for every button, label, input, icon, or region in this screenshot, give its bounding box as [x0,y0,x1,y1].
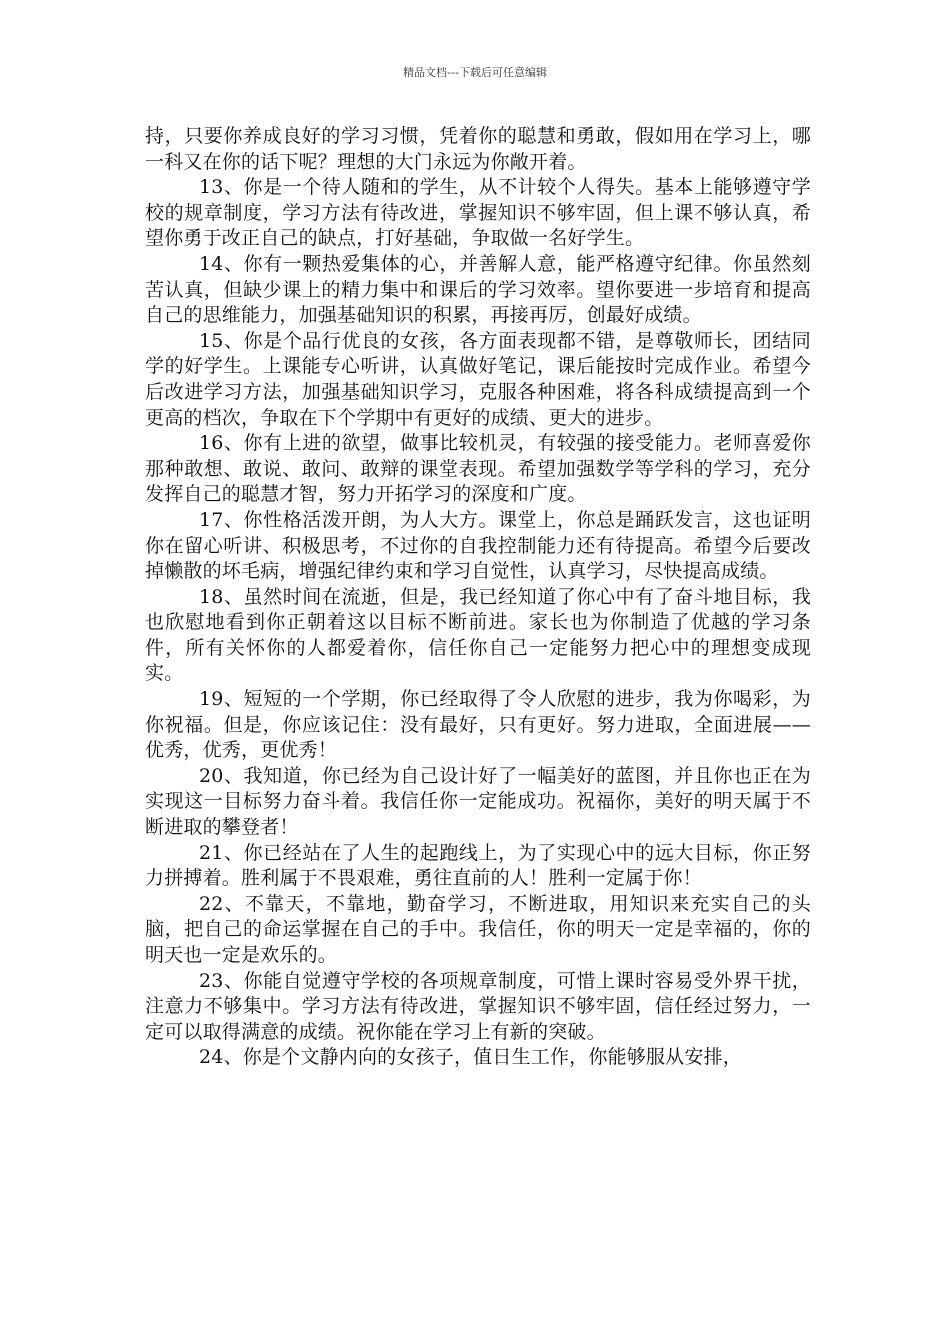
paragraph-24: 24、你是个文静内向的女孩子，值日生工作，你能够服从安排， [199,1046,742,1069]
paragraph-continuation: 持，只要你养成良好的学习习惯，凭着你的聪慧和勇敢，假如用在学习上，哪一科又在你的话下呢？理想的大门永远为你敞开着。 [145,125,811,173]
paragraph-18: 18、虽然时间在流逝，但是，我已经知道了你心中有了奋斗地目标，我也欣慰地看到你正朝着这以目标不断前进。家长也为你制造了优越的学习条件，所有关怀你的人都爱着你，信任你自己一定能努力把心中的理想变成现实。 [145,585,811,685]
document-body [145,124,811,1071]
paragraph-23: 23、你能自觉遵守学校的各项规章制度，可惜上课时容易受外界干扰，注意力不够集中。学习方法有待改进，掌握知识不够牢固，信任经过努力，一定可以取得满意的成绩。祝你能在学习上有新的突破。 [145,969,811,1043]
paragraph-19: 19、短短的一个学期，你已经取得了令人欣慰的进步，我为你喝彩，为你祝福。但是，你应该记住：没有最好，只有更好。努力进取，全面进展——优秀，优秀，更优秀！ [145,688,811,762]
paragraph-16: 16、你有上进的欲望，做事比较机灵，有较强的接受能力。老师喜爱你那种敢想、敢说、敢问、敢辩的课堂表现。希望加强数学等学科的学习，充分发挥自己的聪慧才智，努力开拓学习的深度和广度。 [145,432,811,506]
page-header: 精品文档---下载后可任意编辑 [403,66,547,79]
paragraph-17: 17、你性格活泼开朗，为人大方。课堂上，你总是踊跃发言，这也证明你在留心听讲、积极思考，不过你的自我控制能力还有待提高。希望今后要改掉懒散的坏毛病，增强纪律约束和学习自觉性，认真学习，尽快提高成绩。 [145,508,811,583]
paragraph-21: 21、你已经站在了人生的起跑线上，为了实现心中的远大目标，你正努力拼搏着。胜利属于不畏艰难，勇往直前的人！胜利一定属于你！ [145,841,811,890]
paragraph-22: 22、不靠天，不靠地，勤奋学习，不断进取，用知识来充实自己的头脑，把自己的命运掌握在自己的手中。我信任，你的明天一定是幸福的，你的明天也一定是欢乐的。 [145,892,811,966]
paragraph-14: 14、你有一颗热爱集体的心，并善解人意，能严格遵守纪律。你虽然刻苦认真，但缺少课上的精力集中和课后的学习效率。望你要进一步培育和提高自己的思维能力，加强基础知识的积累，再接再厉，创最好成绩。 [145,252,811,327]
paragraph-15: 15、你是个品行优良的女孩，各方面表现都不错，是尊敬师长，团结同学的好学生。上课能专心听讲，认真做好笔记，课后能按时完成作业。希望今后改进学习方法，加强基础知识学习，克服各种困难，将各科成绩提高到一个更高的档次，争取在下个学期中有更好的成绩、更大的进步。 [145,329,811,429]
paragraph-13: 13、你是一个待人随和的学生，从不计较个人得失。基本上能够遵守学校的规章制度，学习方法有待改进，掌握知识不够牢固，但上课不够认真，希望你勇于改正自己的缺点，打好基础，争取做一名好学生。 [145,176,811,250]
paragraph-20: 20、我知道，你已经为自己设计好了一幅美好的蓝图，并且你也正在为实现这一目标努力奋斗着。我信任你一定能成功。祝福你，美好的明天属于不断进取的攀登者！ [145,764,811,839]
